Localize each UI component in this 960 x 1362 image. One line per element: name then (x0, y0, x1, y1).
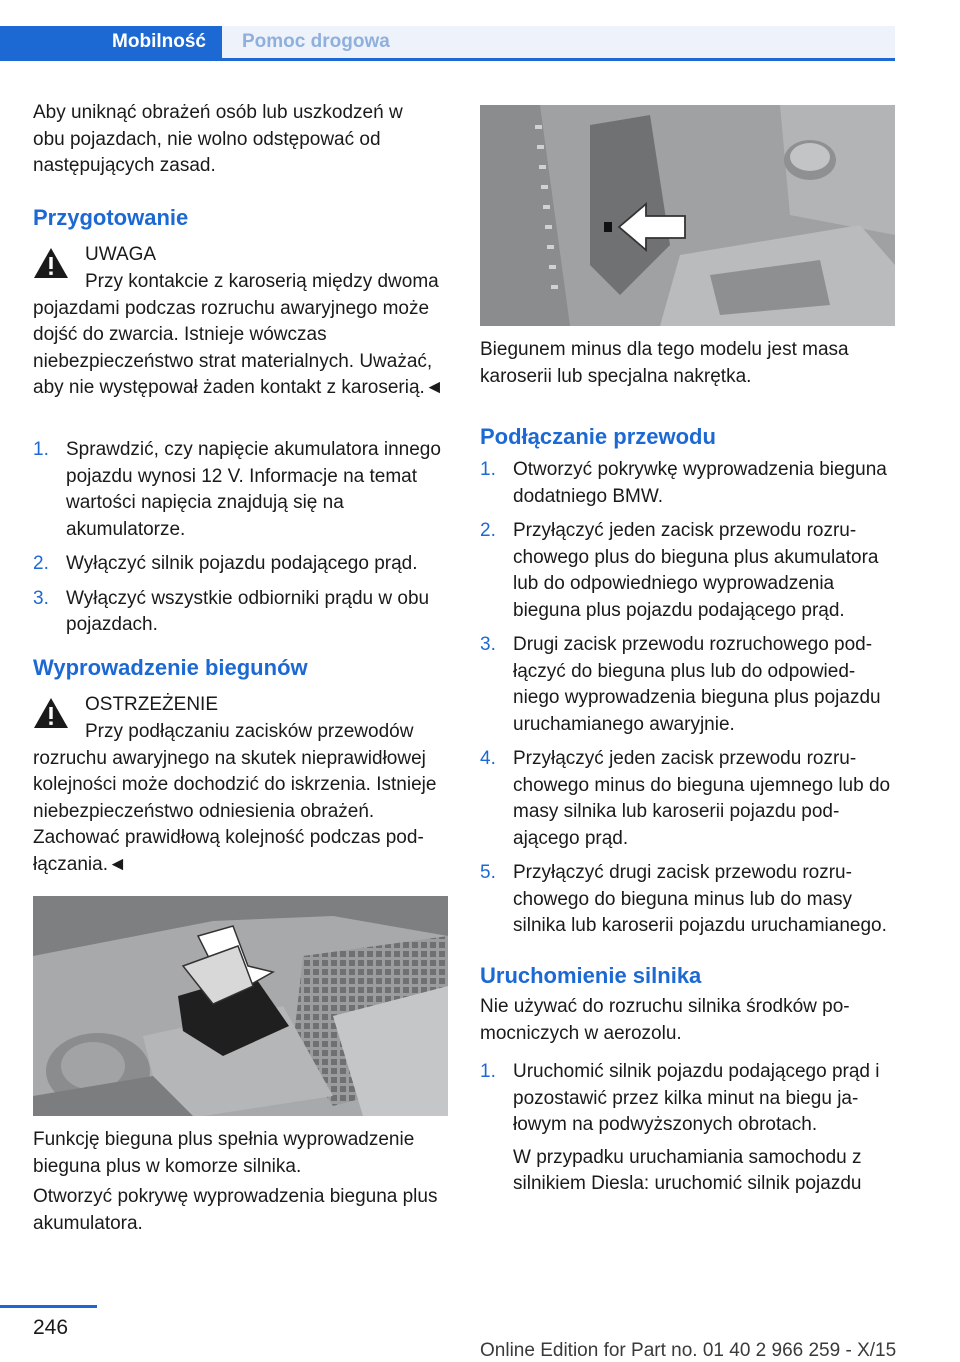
uruchomienie-intro: Nie używać do rozruchu silnika środków pomocniczych w aerozolu. (480, 996, 850, 1044)
engine-bay-plus-terminal-photo (33, 896, 448, 1116)
warning-label-uwaga: UWAGA (85, 244, 157, 265)
caption-minus-terminal: Biegunem minus dla tego modelu jest masa karoserii lub specjalna nakrętka. (480, 339, 849, 387)
list-item: 1. Sprawdzić, czy napięcie akumulatora innego pojazdu wynosi 12 V. Informacje na temat wartości napięcia znajdują się na akumulatorze. (33, 439, 441, 540)
list-item: 1. Uruchomić silnik pojazdu podającego prąd i pozostawić przez kilka minut na biegu jałowym na podwyższonych obrotach. W przypadku uruchamiania samochodu z silnikiem Diesla: uruchomić silnik pojazdu (480, 1059, 895, 1198)
list-item-subtext: W przypadku uruchamiania samochodu z silnikiem Diesla: uruchomić silnik pojazdu (513, 1146, 862, 1194)
section-title-uruchomienie: Uruchomienie silnika (480, 963, 702, 988)
intro-paragraph: Aby uniknąć obrażeń osób lub uszkodzeń w obu pojazdach, nie wolno odstępować od następujących zasad. (33, 102, 403, 176)
caption-open-cover: Otworzyć pokrywę wyprowadzenia bieguna plus akumulatora. (33, 1186, 438, 1234)
tab-mobilnosc[interactable]: Mobilność (0, 26, 222, 58)
warning-label-ostrzezenie: OSTRZEŻENIE (85, 694, 219, 715)
steps-przygotowanie (33, 437, 448, 639)
list-item: 1. Otworzyć pokrywkę wyprowadzenia bieguna dodatniego BMW. (480, 459, 887, 507)
list-item: 2. Przyłączyć jeden zacisk przewodu rozruchowego plus do bieguna plus akumulatora lub do odpowiedniego wyprowadzenia bieguna plus pojazdu podającego prąd. (480, 520, 879, 621)
page-number: 246 (33, 1316, 69, 1339)
header-tabs (0, 26, 895, 62)
page-number-rule (0, 1305, 97, 1308)
list-item: 4. Przyłączyć jeden zacisk przewodu rozruchowego minus do bieguna ujemnego lub do masy silnika lub karoserii pojazdu podającego prąd. (480, 748, 891, 849)
section-title-przygotowanie: Przygotowanie (33, 205, 189, 230)
tab-pomoc-drogowa[interactable]: Pomoc drogowa (222, 26, 895, 58)
steps-podlaczanie (480, 457, 895, 940)
warning-text-1: Przy kontakcie z karoserią między dwoma pojazdami podczas rozruchu awaryjnego może dojść do zwarcia. Istnieje wówczas niebezpieczeństwo strat materialnych. Uważać, aby nie występował żaden kontakt z karoserią.◄ (33, 271, 444, 398)
section-title-wyprowadzenie: Wyprowadzenie biegunów (33, 655, 308, 680)
list-item: 2. Wyłączyć silnik pojazdu podającego prąd. (33, 553, 418, 574)
engine-bay-minus-terminal-photo (480, 105, 895, 326)
steps-uruchomienie (480, 1059, 895, 1198)
section-title-podlaczanie: Podłączanie przewodu (480, 424, 716, 449)
caption-plus-terminal: Funkcję bieguna plus spełnia wyprowadzenie bieguna plus w komorze silnika. (33, 1129, 415, 1177)
warning-text-2: Przy podłączaniu zacisków przewodów rozruchu awaryjnego na skutek nieprawidłowej kolejności może dochodzić do iskrzenia. Istnieje niebezpieczeństwo odniesienia obrażeń. Zachować prawidłową kolejność podczas podłączania.◄ (33, 721, 437, 875)
list-item: 5. Przyłączyć drugi zacisk przewodu rozruchowego do bieguna minus lub do masy silnika lub karoserii pojazdu uruchamianego. (480, 862, 887, 936)
edition-footer: Online Edition for Part no. 01 40 2 966 259 - X/15 (480, 1340, 897, 1361)
list-item: 3. Drugi zacisk przewodu rozruchowego podłączyć do bieguna plus lub do odpowiedniego wyprowadzenia bieguna plus pojazdu uruchamianego awaryjnie. (480, 634, 881, 735)
header-divider (0, 58, 895, 61)
list-item: 3. Wyłączyć wszystkie odbiorniki prądu w obu pojazdach. (33, 587, 430, 635)
